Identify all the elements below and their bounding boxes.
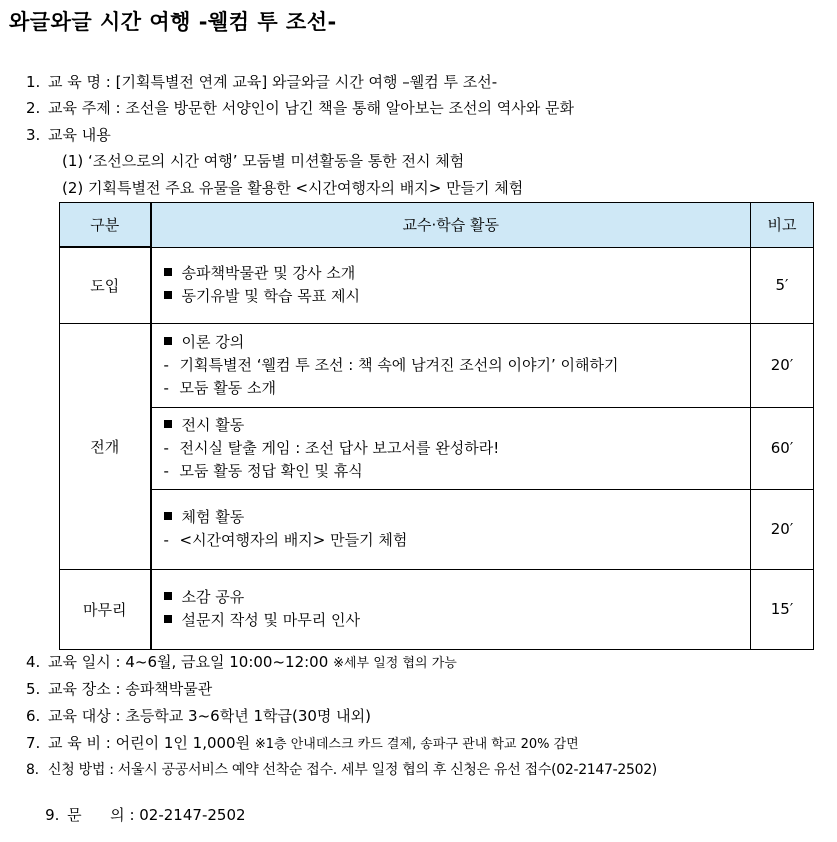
header-note: 비고	[751, 203, 814, 248]
info-value: [기획특별전 연계 교육] 와글와글 시간 여행 –웰컴 투 조선-	[115, 73, 498, 91]
square-bullet-icon	[164, 291, 172, 299]
square-bullet-icon	[164, 268, 172, 276]
document-title: 와글와글 시간 여행 -웰컴 투 조선-	[9, 10, 337, 34]
table-row	[60, 569, 814, 649]
header-category: 구분	[60, 203, 151, 248]
info-item-contact: 9. 문 의 : 02-2147-2502	[45, 806, 246, 824]
activity-cell	[151, 323, 751, 407]
info-label: 교육 장소	[48, 680, 111, 698]
square-bullet-icon	[164, 615, 172, 623]
header-activity: 교수·학습 활동	[151, 203, 751, 248]
time-cell: 20′	[751, 489, 814, 569]
sub-item-1: (1) ‘조선으로의 시간 여행’ 모둠별 미션활동을 통한 전시 체험	[62, 152, 465, 170]
category-develop: 전개	[60, 323, 151, 569]
table-row	[60, 407, 814, 489]
info-label: 교육 내용	[48, 126, 111, 144]
info-value: 어린이 1인 1,000원	[115, 734, 251, 752]
info-label: 신청 방법	[48, 762, 106, 778]
info-item-schedule: 4. 교육 일시 : 4~6월, 금요일 10:00~12:00 ※세부 일정 협의 가능	[26, 653, 457, 671]
info-value: 송파책박물관	[125, 680, 213, 698]
time-cell: 5′	[751, 247, 814, 323]
info-item-place: 5. 교육 장소 : 송파책박물관	[26, 680, 213, 698]
info-note: ※세부 일정 협의 가능	[333, 656, 457, 671]
info-value: 서울시 공공서비스 예약 선착순 접수. 세부 일정 협의 후 신청은 유선 접수(02-2147-2502)	[117, 762, 657, 778]
info-label: 교 육 명	[48, 73, 102, 91]
list-item: 동기유발 및 학습 목표 제시	[164, 285, 751, 308]
list-subitem: - 기획특별전 ‘웰컴 투 조선 : 책 속에 남겨진 조선의 이야기’ 이해하기	[163, 355, 619, 374]
list-item: 송파책박물관 및 강사 소개	[164, 262, 751, 285]
sub-item-2: (2) 기획특별전 주요 유물을 활용한 <시간여행자의 배지> 만들기 체험	[62, 179, 524, 197]
info-item-course-name: 1. 교 육 명 : [기획특별전 연계 교육] 와글와글 시간 여행 –웰컴 투 조선-	[26, 73, 498, 91]
category-closing: 마무리	[60, 569, 151, 649]
info-value: 02-2147-2502	[139, 806, 246, 824]
activity-table	[59, 202, 814, 650]
square-bullet-icon	[164, 420, 172, 428]
table-header-row	[60, 203, 814, 248]
info-label: 문 의	[67, 806, 125, 824]
category-intro: 도입	[60, 247, 151, 323]
table-row	[60, 489, 814, 569]
table-row	[60, 323, 814, 407]
info-item-application: 8. 신청 방법 : 서울시 공공서비스 예약 선착순 접수. 세부 일정 협의 후 신청은 유선 접수(02-2147-2502)	[26, 762, 657, 778]
list-subitem: - 모둠 활동 정답 확인 및 휴식	[163, 461, 363, 480]
info-label: 교육 대상	[48, 707, 111, 725]
info-item-content: 3. 교육 내용	[26, 126, 111, 144]
info-value: 4~6월, 금요일 10:00~12:00	[125, 653, 329, 671]
info-label: 교육 일시	[48, 653, 111, 671]
activity-cell	[151, 247, 751, 323]
info-item-topic: 2. 교육 주제 : 조선을 방문한 서양인이 남긴 책을 통해 알아보는 조선의 역사와 문화	[26, 99, 574, 117]
time-cell: 15′	[751, 569, 814, 649]
activity-cell	[151, 489, 751, 569]
activity-cell	[151, 407, 751, 489]
list-subitem: - 전시실 탈출 게임 : 조선 답사 보고서를 완성하라!	[163, 438, 500, 457]
info-value: 조선을 방문한 서양인이 남긴 책을 통해 알아보는 조선의 역사와 문화	[125, 99, 574, 117]
list-item: 이론 강의	[164, 331, 751, 354]
list-item: 전시 활동	[164, 414, 751, 437]
square-bullet-icon	[164, 512, 172, 520]
list-item: 소감 공유	[164, 586, 751, 609]
info-item-fee: 7. 교 육 비 : 어린이 1인 1,000원 ※1층 안내데스크 카드 결제, 송파구 관내 학교 20% 감면	[26, 734, 579, 752]
list-subitem: - <시간여행자의 배지> 만들기 체험	[163, 531, 408, 549]
info-value: 초등학교 3~6학년 1학급(30명 내외)	[125, 707, 372, 725]
info-label: 교 육 비	[48, 734, 102, 752]
info-note: ※1층 안내데스크 카드 결제, 송파구 관내 학교 20% 감면	[254, 737, 579, 752]
activity-cell	[151, 569, 751, 649]
list-item: 설문지 작성 및 마무리 인사	[164, 609, 751, 632]
list-subitem: - 모둠 활동 소개	[163, 378, 276, 397]
square-bullet-icon	[164, 337, 172, 345]
time-cell: 60′	[751, 407, 814, 489]
list-item: 체험 활동	[164, 506, 751, 529]
info-item-target: 6. 교육 대상 : 초등학교 3~6학년 1학급(30명 내외)	[26, 707, 372, 725]
square-bullet-icon	[164, 592, 172, 600]
time-cell: 20′	[751, 323, 814, 407]
table-row	[60, 247, 814, 323]
info-label: 교육 주제	[48, 99, 111, 117]
